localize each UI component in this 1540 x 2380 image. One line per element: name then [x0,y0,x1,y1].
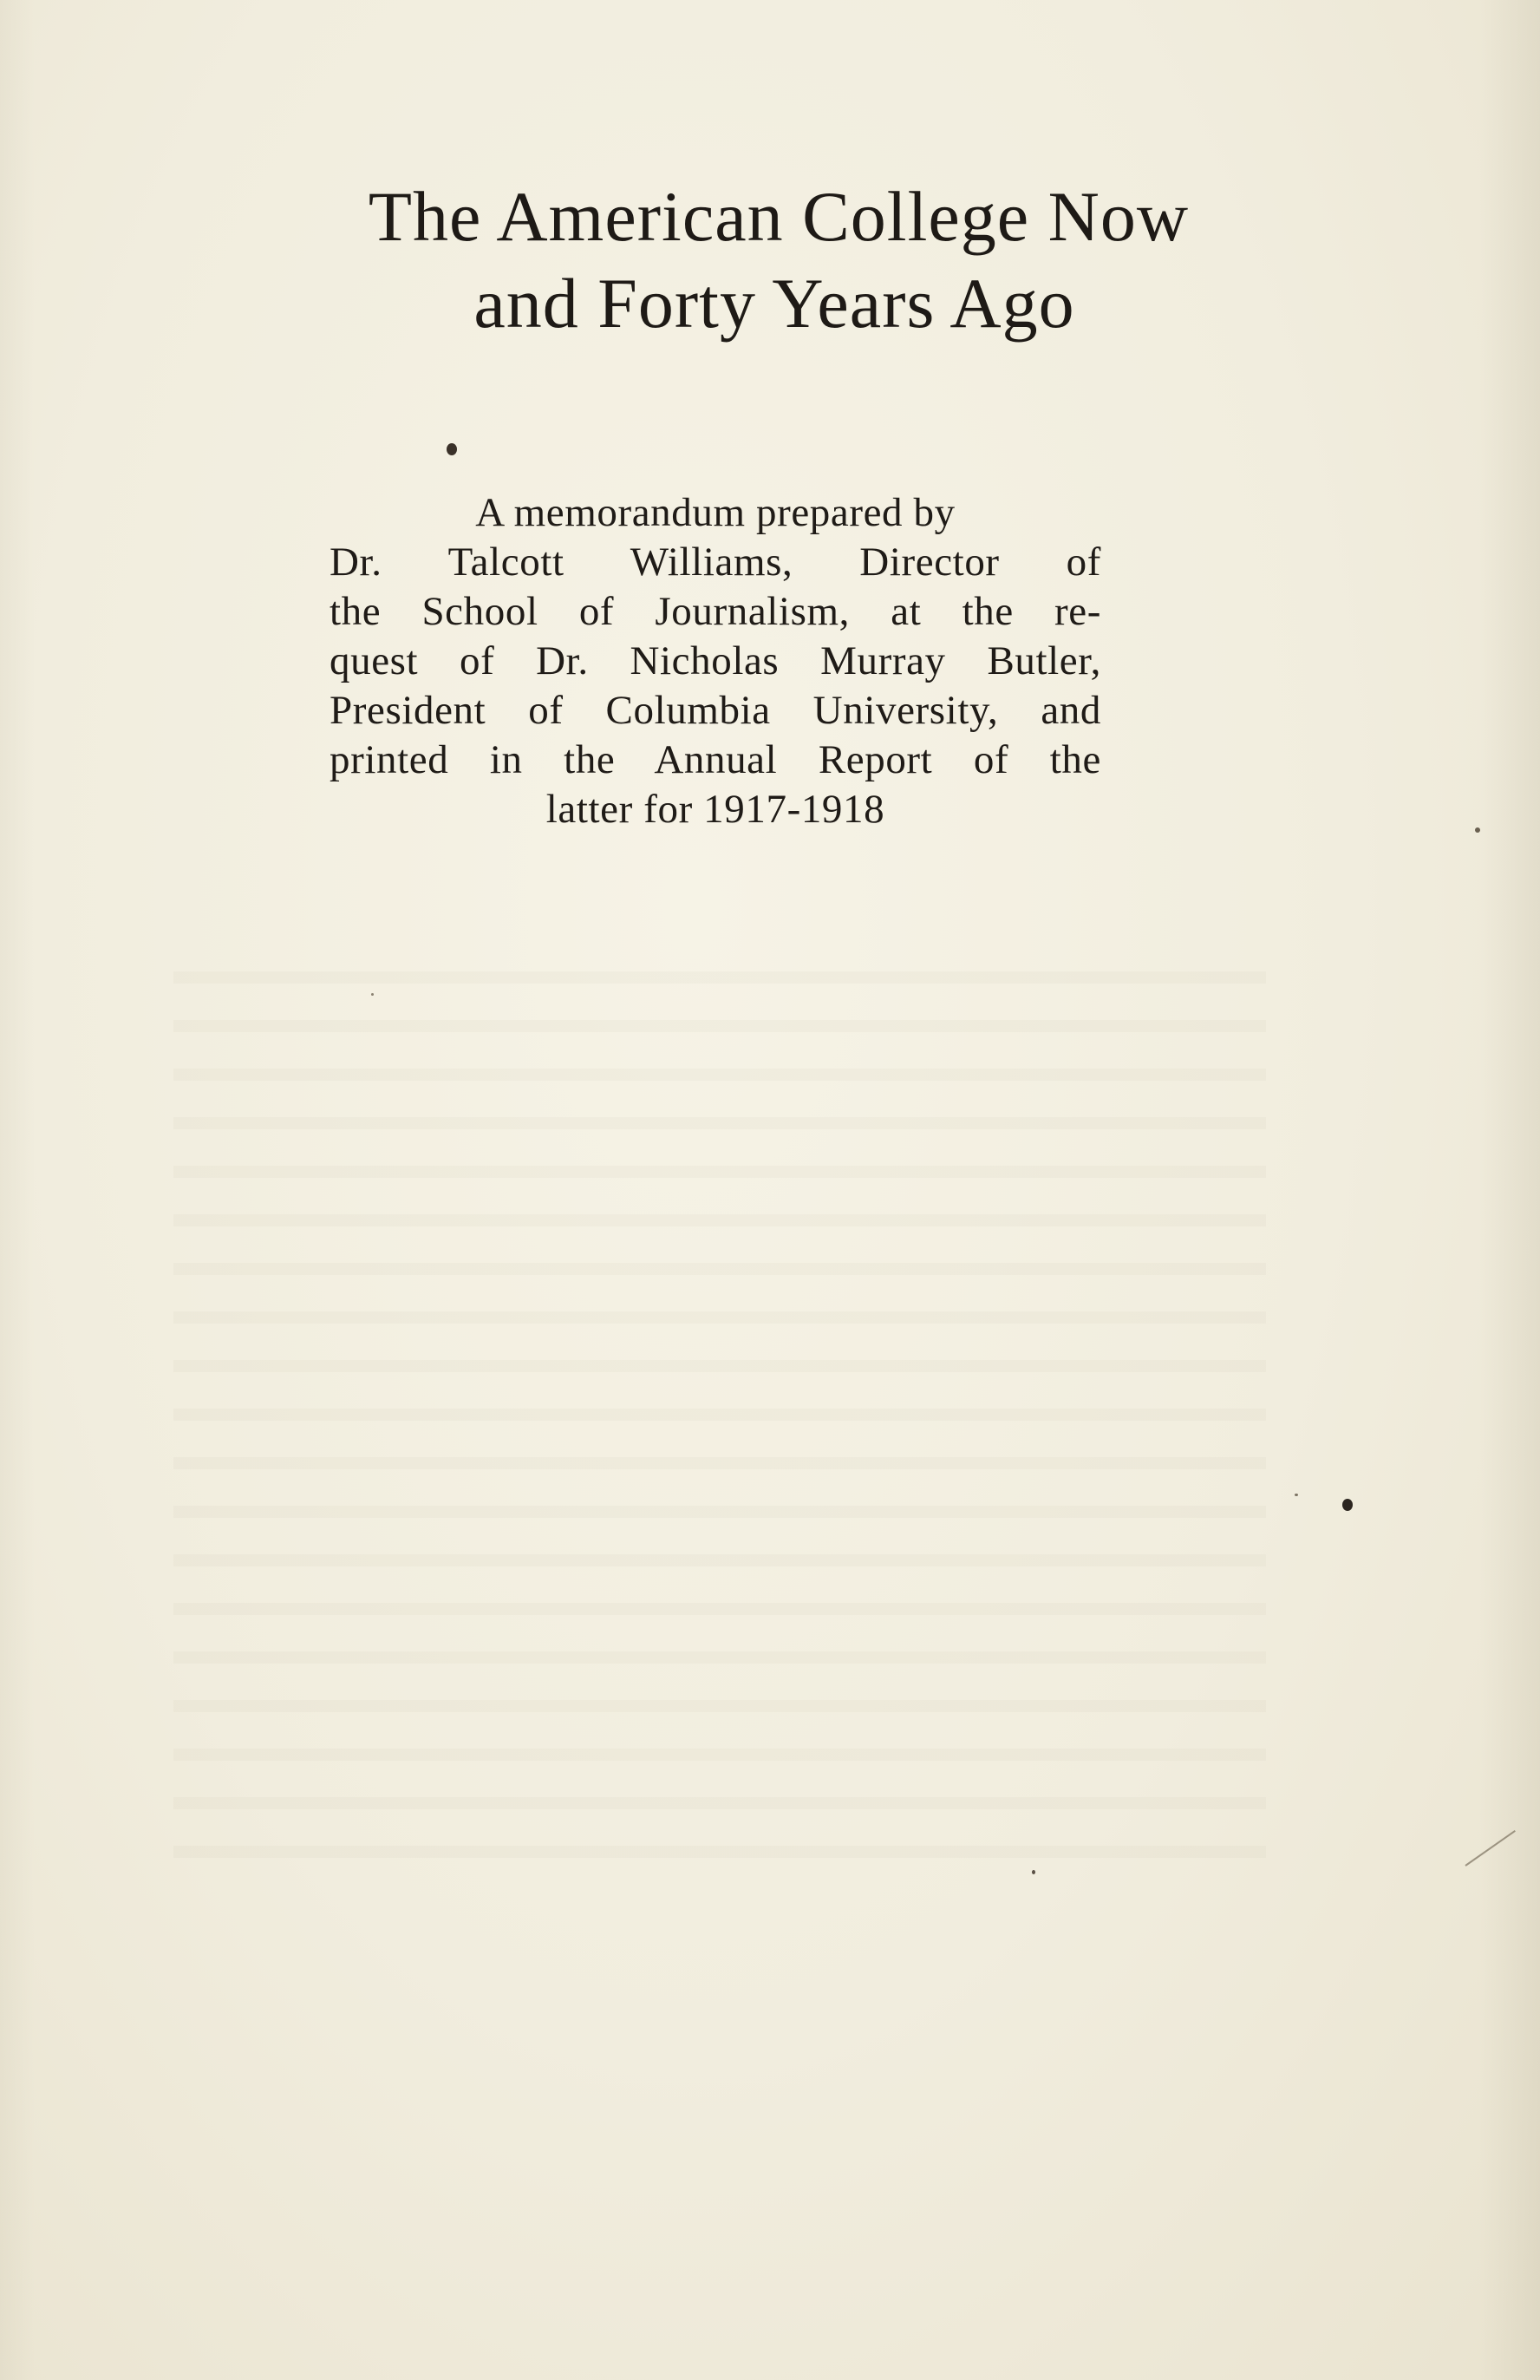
memo-line-5: President of Columbia University, and [330,688,1101,733]
ink-speck [1475,827,1480,833]
ink-speck [1295,1494,1298,1496]
ink-speck [371,993,374,996]
memo-line-1: A memorandum prepared by [475,490,956,535]
memo-line-4: quest of Dr. Nicholas Murray Butler, [330,638,1101,683]
page-right-shadow [1479,0,1540,2380]
page-left-shadow [0,0,35,2380]
page-title [0,173,1540,347]
memo-line-6: printed in the Annual Report of the [330,737,1101,782]
title-line-2: and Forty Years Ago [473,264,1075,343]
memo-line-7: latter for 1917-1918 [545,787,885,832]
memo-line-3: the School of Journalism, at the re- [330,589,1101,634]
ornament-dot [447,443,457,455]
ink-speck [1032,1870,1035,1874]
reverse-side-show-through [173,971,1266,1873]
memorandum-note [330,488,1101,834]
memo-line-2: Dr. Talcott Williams, Director of [330,539,1101,585]
ink-speck [1342,1499,1353,1511]
title-line-1: The American College Now [368,177,1190,256]
